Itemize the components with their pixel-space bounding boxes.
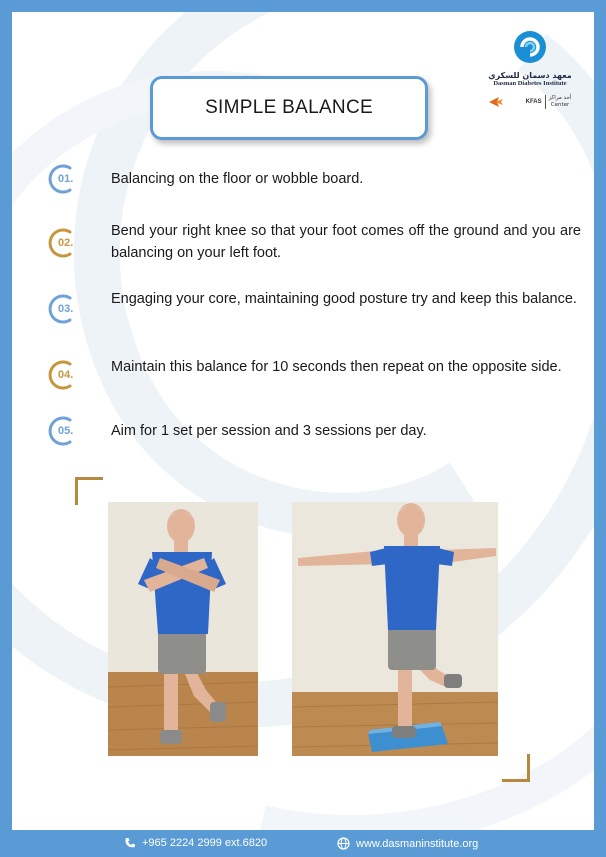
step-number: 02.	[58, 237, 74, 249]
step-number-badge	[48, 416, 88, 446]
step-number: 01.	[58, 173, 74, 185]
step-text: Bend your right knee so that your foot comes off the ground and you are balancing on your left foot.	[111, 223, 581, 261]
photo-wobble-board-balance	[292, 502, 498, 756]
step-number: 04.	[58, 369, 74, 381]
photo-floor-balance	[108, 502, 258, 756]
kfas-badge	[480, 95, 580, 109]
logo-arabic-name: معهد دسمان للسكري	[488, 71, 572, 80]
logo-english-name: Dasman Diabetes Institute	[493, 80, 567, 87]
step-number: 03.	[58, 303, 74, 315]
kfas-arabic: أحد مراكز	[548, 95, 572, 101]
corner-bracket-bottom-right	[502, 754, 530, 782]
corner-bracket-top-left	[75, 477, 103, 505]
kfas-logo-icon	[489, 96, 523, 108]
kfas-divider	[545, 95, 546, 109]
step-number-badge	[48, 360, 88, 390]
kfas-label: KFAS	[525, 99, 542, 105]
step-text: Engaging your core, maintaining good posture try and keep this balance.	[111, 291, 577, 307]
exercise-photo-wobble-board	[292, 502, 498, 756]
step-text: Balancing on the floor or wobble board.	[111, 171, 364, 187]
step-number-badge	[48, 164, 88, 194]
kfas-center: Center	[550, 102, 570, 108]
title-box	[150, 76, 428, 140]
exercise-photo-floor	[108, 502, 258, 756]
footer	[0, 830, 606, 857]
step-number-badge	[48, 228, 88, 258]
step-number: 05.	[58, 425, 74, 437]
page-title: SIMPLE BALANCE	[205, 97, 373, 118]
step-text: Aim for 1 set per session and 3 sessions per day.	[111, 423, 427, 439]
website-link[interactable]: www.dasmaninstitute.org	[356, 837, 479, 850]
step-number-badge	[48, 294, 88, 324]
globe-icon	[337, 837, 350, 850]
phone-icon	[124, 837, 136, 849]
kfas-center-label	[549, 95, 572, 109]
step-text: Maintain this balance for 10 seconds then repeat on the opposite side.	[111, 359, 562, 375]
dasman-logo-icon	[513, 30, 547, 64]
footer-website	[337, 837, 478, 850]
footer-phone	[124, 837, 267, 849]
page-sheet	[12, 12, 594, 830]
phone-number[interactable]: +965 2224 2999 ext.6820	[142, 837, 268, 849]
dasman-logo	[480, 30, 580, 130]
